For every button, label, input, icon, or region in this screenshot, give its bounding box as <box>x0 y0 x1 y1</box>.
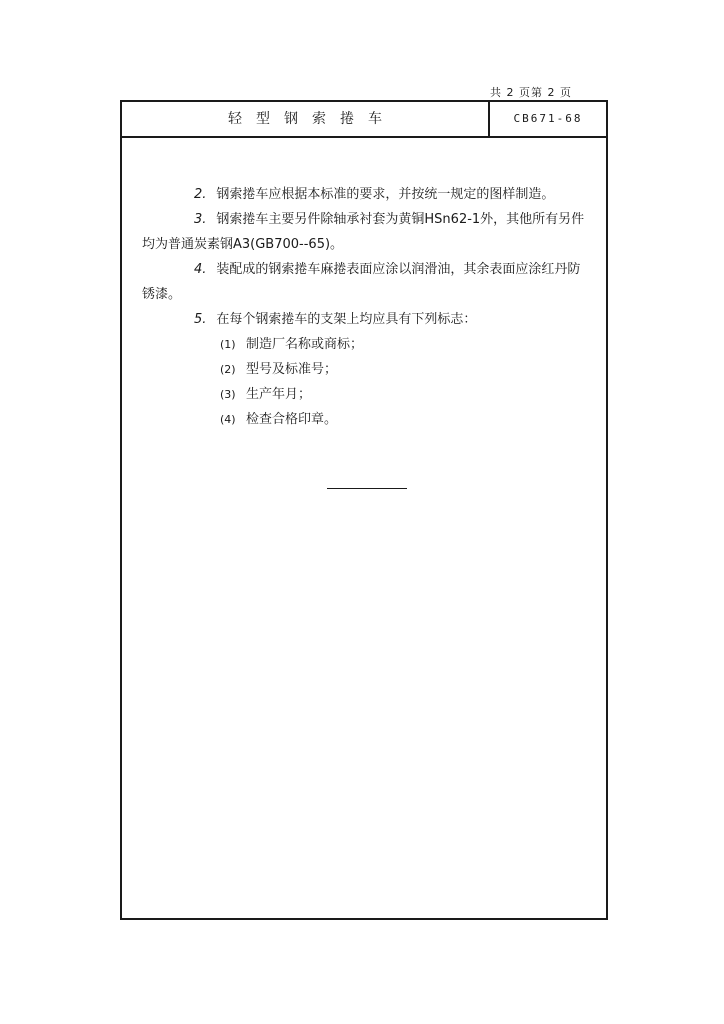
mark-text: 制造厂名称或商标； <box>246 337 364 352</box>
clause-number: 4. <box>194 262 207 277</box>
document-frame <box>120 100 608 920</box>
mark-item-1 <box>142 332 590 357</box>
clause-number: 5. <box>194 312 207 327</box>
standard-code: CB671-68 <box>513 112 583 125</box>
mark-number: (1) <box>220 338 236 351</box>
clause-5 <box>142 307 590 332</box>
mark-text: 检查合格印章。 <box>246 412 338 427</box>
mark-item-4 <box>142 407 590 432</box>
mark-number: (3) <box>220 388 236 401</box>
mark-number: (2) <box>220 363 236 376</box>
end-rule <box>327 488 407 489</box>
clause-text: 钢索捲车主要另件除轴承衬套为黄铜HSn62-1外，其他所有另件均为普通炭素钢A3(GB700--65)。 <box>142 212 585 252</box>
clause-3 <box>142 207 590 257</box>
page-count: 共 2 页第 2 页 <box>490 86 572 99</box>
clause-2 <box>142 182 590 207</box>
clause-number: 2. <box>194 187 207 202</box>
clause-text: 在每个钢索捲车的支架上均应具有下列标志： <box>216 312 477 327</box>
mark-item-2 <box>142 357 590 382</box>
mark-item-3 <box>142 382 590 407</box>
clause-text: 钢索捲车应根据本标准的要求，并按统一规定的图样制造。 <box>216 187 555 202</box>
mark-number: (4) <box>220 413 236 426</box>
document-body <box>142 182 590 432</box>
standard-title: 轻型钢索捲车 <box>122 102 490 136</box>
mark-text: 型号及标准号； <box>246 362 338 377</box>
header-row <box>122 102 606 138</box>
clause-text: 装配成的钢索捲车麻捲表面应涂以润滑油，其余表面应涂红丹防锈漆。 <box>142 262 581 302</box>
clause-4 <box>142 257 590 307</box>
mark-text: 生产年月； <box>246 387 312 402</box>
clause-number: 3. <box>194 212 207 227</box>
